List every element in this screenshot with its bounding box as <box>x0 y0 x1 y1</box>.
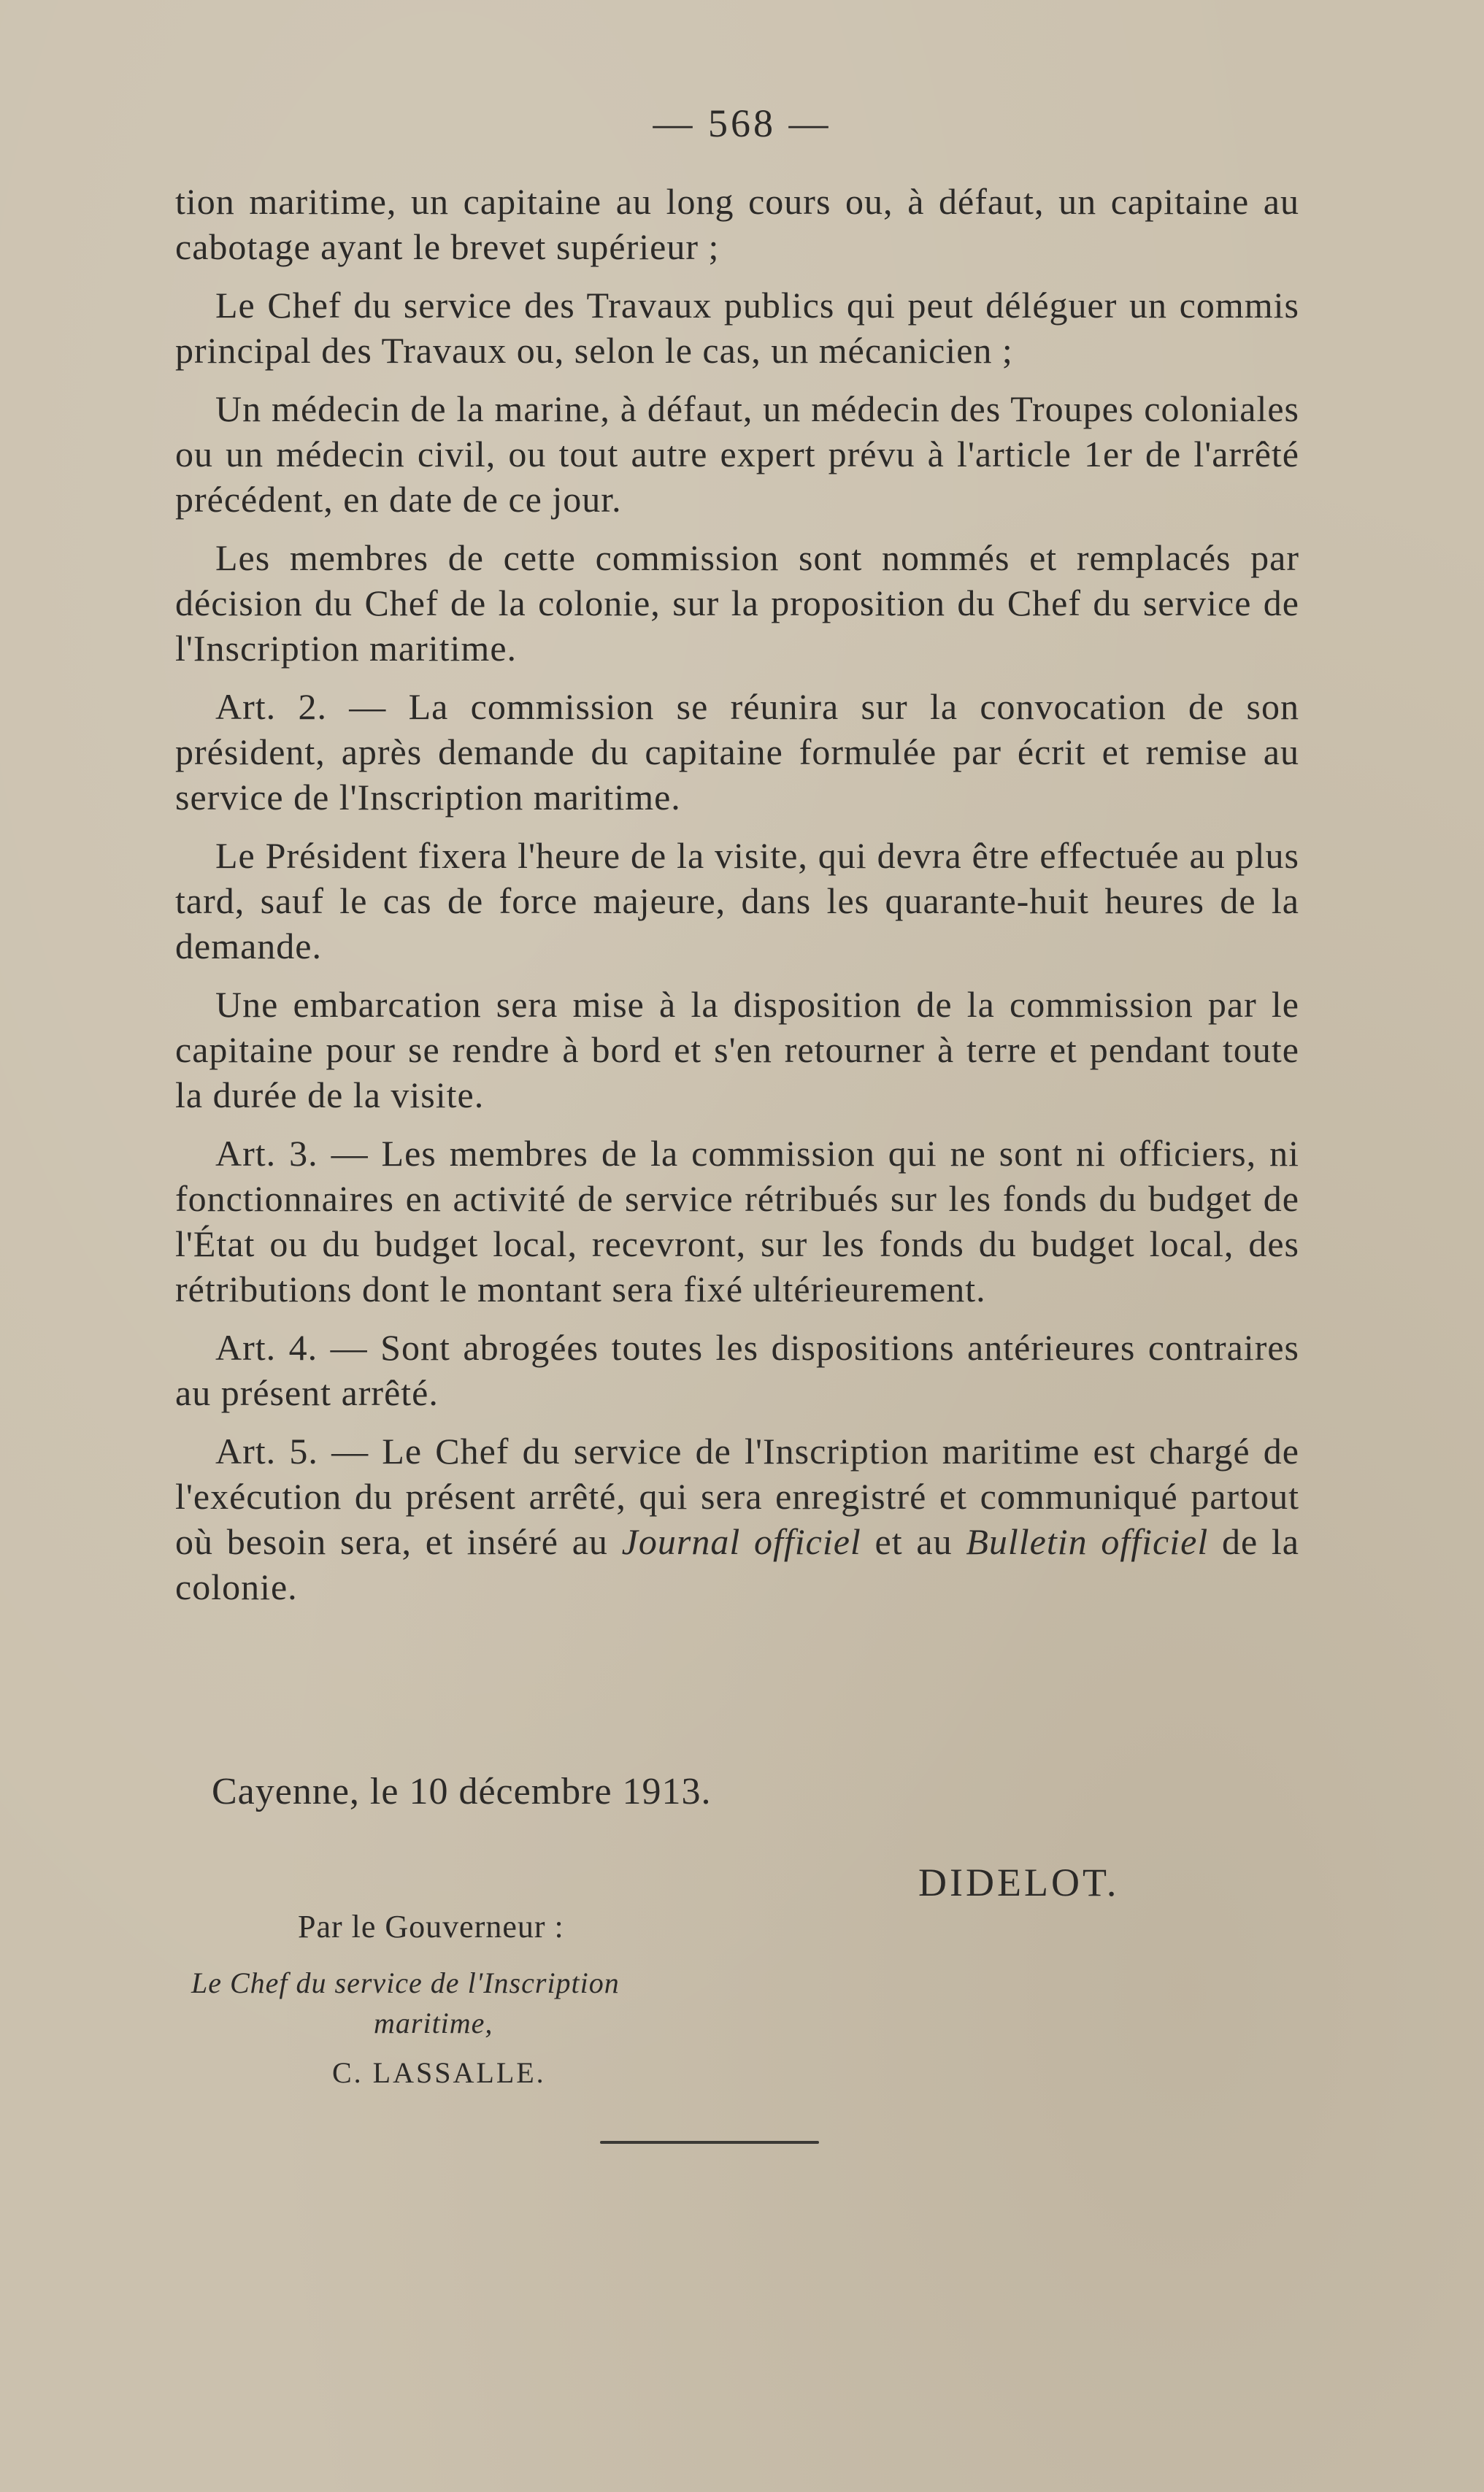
divider <box>600 2141 819 2144</box>
paragraph: Un médecin de la marine, à défaut, un médecin des Troupes coloniales ou un médecin civil, ou tout autre expert prévu à l'article 1er de l'arrêté précédent, en date de ce jour. <box>175 388 1299 520</box>
par-le-gouverneur: Par le Gouverneur : <box>298 1909 564 1945</box>
paragraph: Art. 3. — Les membres de la commission qui ne sont ni officiers, ni fonctionnaires en activité de service rétribués sur les fonds du budget de l'État ou du budget local, recevront, sur les fonds du budget local, des rétributions dont le montant sera fixé ultérieurement. <box>175 1133 1299 1310</box>
place-date: Cayenne, le 10 décembre 1913. <box>212 1771 712 1812</box>
signature: DIDELOT. <box>918 1861 1120 1904</box>
body-text <box>175 179 1299 1623</box>
paragraph: Art. 4. — Sont abrogées toutes les dispositions antérieures contraires au présent arrêté. <box>175 1327 1299 1413</box>
bulletin-officiel: Bulletin officiel <box>966 1521 1209 1562</box>
paragraph: Une embarcation sera mise à la disposition de la commission par le capitaine pour se rendre à bord et s'en retourner à terre et pendant toute la durée de la visite. <box>175 984 1299 1115</box>
page-number: — 568 — <box>653 101 831 145</box>
chef-title-cont: maritime, <box>374 2007 493 2039</box>
paragraph-art-5 <box>175 1428 1299 1610</box>
paragraph: Les membres de cette commission sont nommés et remplacés par décision du Chef de la colonie, sur la proposition du Chef du service de l'Inscription maritime. <box>175 537 1299 669</box>
chef-name: C. LASSALLE. <box>332 2056 546 2089</box>
art5-text: Art. 5. — Le Chef du service de l'Inscription maritime est chargé de l'exécution du présent arrêté, qui sera enregistré et communiqué partout où besoin sera, et inséré au <box>175 1431 1299 1562</box>
paragraph: Art. 2. — La commission se réunira sur la convocation de son président, après demande du capitaine formulée par écrit et remise au service de l'Inscription maritime. <box>175 686 1299 818</box>
chef-title: Le Chef du service de l'Inscription <box>191 1966 620 1999</box>
paragraph: Le Président fixera l'heure de la visite, qui devra être effectuée au plus tard, sauf le cas de force majeure, dans les quarante-huit heures de la demande. <box>175 835 1299 966</box>
paragraph: Le Chef du service des Travaux publics qui peut déléguer un commis principal des Travaux ou, selon le cas, un mécanicien ; <box>175 285 1299 371</box>
art5-connector: et au <box>861 1521 966 1562</box>
art5-end: de la colonie. <box>175 1521 1299 1607</box>
paragraph: tion maritime, un capitaine au long cours ou, à défaut, un capitaine au cabotage ayant le brevet supérieur ; <box>175 181 1299 267</box>
journal-officiel: Journal officiel <box>621 1521 861 1562</box>
